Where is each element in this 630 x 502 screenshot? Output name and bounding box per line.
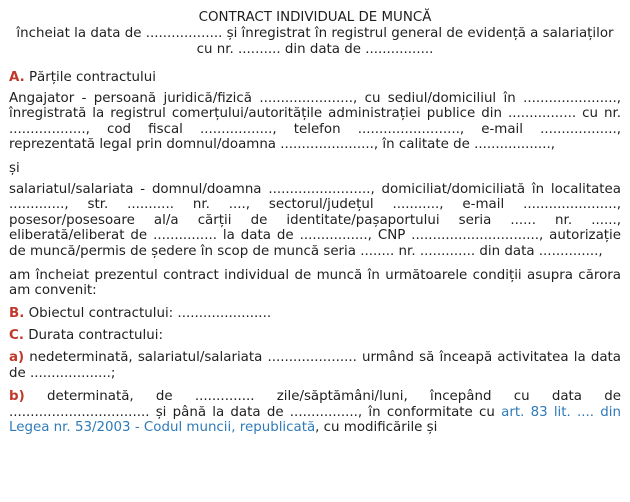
section-b-text: Obiectul contractului: ......................: [28, 305, 272, 321]
employee-paragraph: salariatul/salariata - domnul/doamna ........................, domiciliat/domiciliată în localitatea ............., str. ........... nr. ...., sectorul/județul ..........., e-mail ......................, posesor/posesoare al/a cărții de identitate/pașaportului seria ...... nr. ......, eliberată/eliberat de ............... la data de ................, CNP .............................., autorizație de muncă/permis de ședere în scop de muncă seria ........ nr. ............. din data ..............,: [9, 181, 621, 259]
section-a-title: Părțile contractului: [28, 70, 156, 85]
option-a-letter: a): [9, 349, 25, 365]
document-subtitle: încheiat la data de .................. și înregistrat în registrul general de evidență a salariaților cu nr. .......... din data de ................: [16, 26, 614, 57]
section-a-heading: [9, 70, 621, 86]
section-c-letter: C.: [9, 328, 24, 344]
section-a-letter: A.: [9, 70, 25, 85]
duration-option-b: [9, 389, 621, 436]
document-header: [9, 10, 621, 58]
option-a-text: nedeterminată, salariatul/salariata ..................... urmând să înceapă activitatea la data de ...................;: [9, 349, 621, 381]
labor-code-link[interactable]: art. 83 lit. .... din Legea nr. 53/2003 - Codul muncii, republicată: [9, 404, 621, 436]
option-b-letter: b): [9, 389, 25, 405]
conjunction-line: și: [9, 160, 20, 176]
employer-paragraph: Angajator - persoană juridică/fizică ......................, cu sediul/domiciliul în ......................, înregistrată la registrul comerțului/autoritățile administrației publice din ................ cu nr. .................., cod fiscal ................., telefon ........................, e-mail .................., reprezentată legal prin domnul/doamna ......................, în calitate de ..................,: [9, 90, 621, 153]
agreement-paragraph: am încheiat prezentul contract individual de muncă în următoarele condiții asupra cărora am convenit:: [9, 267, 621, 299]
section-c-title: Durata contractului:: [28, 328, 163, 344]
duration-option-a: [9, 350, 621, 381]
section-b-line: [9, 306, 621, 322]
option-b-text: determinată, de .............. zile/săptămâni/luni, începând cu data de ................................. și până la data de ................, în conformitate cu: [9, 389, 621, 420]
document-title: CONTRACT INDIVIDUAL DE MUNCĂ: [198, 10, 432, 25]
section-b-letter: B.: [9, 305, 25, 321]
section-c-heading: [9, 328, 621, 344]
option-b-tail: , cu modificările și: [315, 420, 438, 436]
